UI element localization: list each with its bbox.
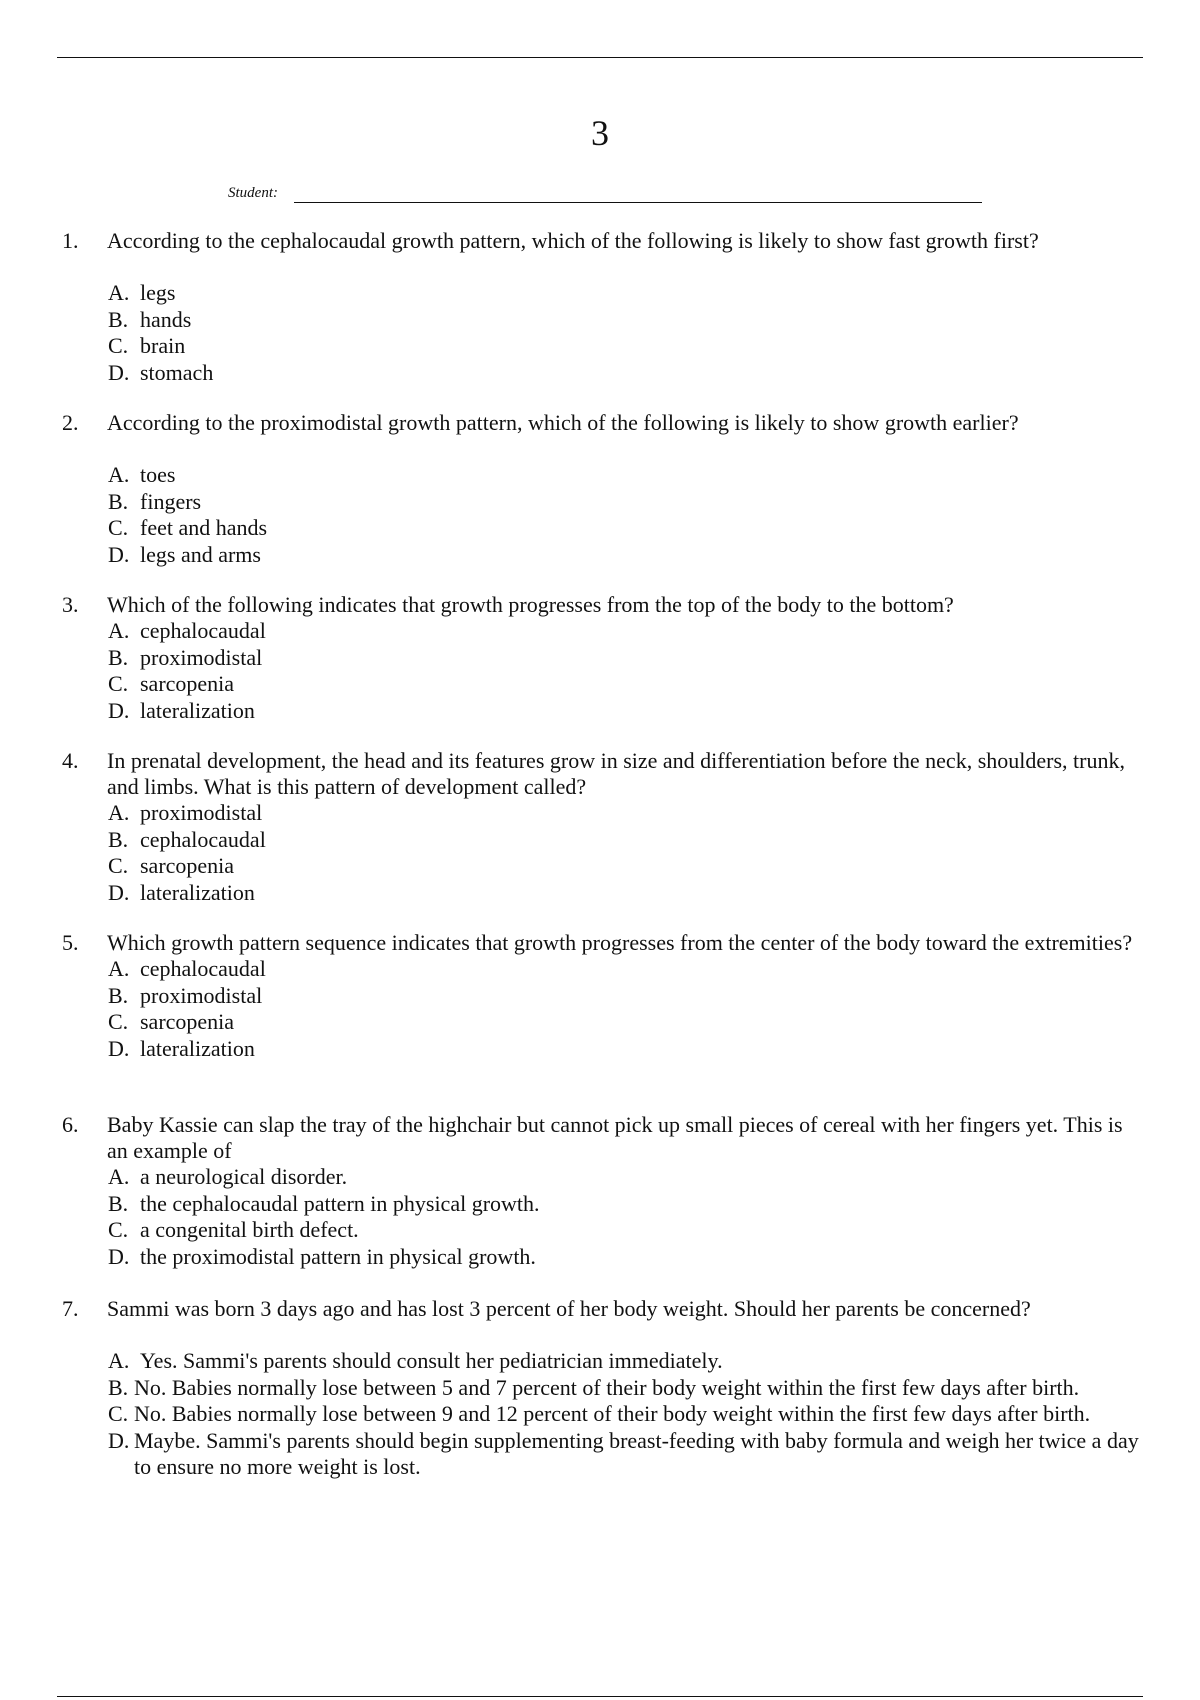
choice-d — [108, 360, 1142, 387]
choice-c — [108, 853, 1142, 880]
choice-letter: A. — [108, 1348, 130, 1373]
choice-text: Maybe. Sammi's parents should begin supplementing breast-feeding with baby formula and weigh her twice a day to ensure no more weight is lost. — [134, 1427, 1139, 1480]
choice-letter: B. — [108, 1374, 129, 1400]
choice-a — [108, 800, 1142, 827]
choice-letter: A. — [108, 956, 130, 981]
choice-text: cephalocaudal — [140, 618, 266, 643]
choice-a — [108, 618, 1142, 645]
question-number: 4. — [62, 748, 79, 773]
student-label: Student: — [228, 185, 278, 201]
question-text: Sammi was born 3 days ago and has lost 3 percent of her body weight. Should her parents be concerned? — [107, 1296, 1031, 1321]
choice-c — [108, 1401, 1142, 1428]
choice-letter: D. — [108, 541, 130, 567]
choice-text: sarcopenia — [140, 853, 235, 879]
question-5 — [62, 930, 1142, 1062]
choice-letter: C. — [108, 1401, 129, 1427]
answer-choices — [108, 462, 1142, 568]
question-7 — [62, 1296, 1142, 1481]
question-2 — [62, 410, 1142, 568]
choice-text: lateralization — [140, 697, 255, 723]
choice-text: cephalocaudal — [140, 956, 266, 981]
choice-text: a congenital birth defect. — [140, 1217, 359, 1243]
choice-text: toes — [140, 462, 176, 487]
choice-letter: D. — [108, 1035, 130, 1061]
question-3 — [62, 592, 1142, 724]
question-text: Which growth pattern sequence indicates that growth progresses from the center of the body toward the extremities? — [107, 930, 1133, 955]
choice-c — [108, 1009, 1142, 1036]
choice-text: legs and arms — [140, 541, 261, 567]
choice-d — [108, 698, 1142, 725]
answer-choices — [108, 800, 1142, 906]
top-rule — [57, 57, 1143, 58]
choice-letter: D. — [108, 879, 130, 905]
choice-letter: A. — [108, 618, 130, 643]
answer-choices — [108, 618, 1142, 724]
choice-letter: D. — [108, 1243, 130, 1269]
choice-text: brain — [140, 333, 186, 359]
student-name-line — [294, 202, 982, 203]
choice-text: the proximodistal pattern in physical growth. — [140, 1243, 536, 1269]
choice-letter: D. — [108, 697, 130, 723]
choice-text: feet and hands — [140, 515, 268, 541]
choice-text: cephalocaudal — [140, 826, 266, 852]
question-number: 5. — [62, 930, 79, 955]
choice-text: sarcopenia — [140, 671, 235, 697]
choice-text: No. Babies normally lose between 9 and 12 percent of their body weight within the first few days after birth. — [134, 1401, 1091, 1427]
question-text: Which of the following indicates that growth progresses from the top of the body to the bottom? — [107, 592, 954, 617]
choice-text: lateralization — [140, 879, 255, 905]
bottom-rule — [57, 1696, 1143, 1697]
choice-a — [108, 280, 1142, 307]
choice-letter: C. — [108, 853, 129, 879]
choice-d — [108, 1036, 1142, 1063]
choice-b — [108, 1191, 1142, 1218]
choice-d — [108, 542, 1142, 569]
choice-letter: A. — [108, 1164, 130, 1189]
choice-letter: C. — [108, 1217, 129, 1243]
choice-text: the cephalocaudal pattern in physical growth. — [140, 1190, 540, 1216]
choice-text: legs — [140, 280, 176, 305]
choice-letter: C. — [108, 671, 129, 697]
question-1 — [62, 228, 1142, 386]
choice-b — [108, 827, 1142, 854]
choice-letter: B. — [108, 982, 129, 1008]
choice-b — [108, 645, 1142, 672]
choice-letter: C. — [108, 1009, 129, 1035]
choice-b — [108, 307, 1142, 334]
choice-a — [108, 1164, 1142, 1191]
answer-choices — [108, 1164, 1142, 1270]
choice-b — [108, 1375, 1142, 1402]
choice-letter: B. — [108, 644, 129, 670]
choice-letter: B. — [108, 488, 129, 514]
choice-d — [108, 1244, 1142, 1271]
choice-c — [108, 1217, 1142, 1244]
choice-letter: A. — [108, 800, 130, 825]
answer-choices — [108, 956, 1142, 1062]
question-number: 2. — [62, 410, 79, 435]
choice-d — [108, 1428, 1142, 1481]
choice-a — [108, 462, 1142, 489]
question-number: 3. — [62, 592, 79, 617]
choice-letter: B. — [108, 1190, 129, 1216]
choice-letter: C. — [108, 333, 129, 359]
question-number: 6. — [62, 1112, 79, 1137]
choice-text: No. Babies normally lose between 5 and 7 percent of their body weight within the first few days after birth. — [134, 1374, 1080, 1400]
question-number: 7. — [62, 1296, 79, 1321]
choice-text: proximodistal — [140, 644, 263, 670]
answer-choices — [108, 280, 1142, 386]
question-6 — [62, 1112, 1142, 1270]
choice-letter: B. — [108, 826, 129, 852]
choice-c — [108, 333, 1142, 360]
choice-letter: D. — [108, 1427, 130, 1453]
choice-c — [108, 671, 1142, 698]
choice-letter: B. — [108, 306, 129, 332]
choice-text: sarcopenia — [140, 1009, 235, 1035]
choice-b — [108, 983, 1142, 1010]
question-text: According to the proximodistal growth pattern, which of the following is likely to show growth earlier? — [107, 410, 1019, 435]
choice-a — [108, 956, 1142, 983]
choice-text: proximodistal — [140, 800, 263, 825]
choice-text: a neurological disorder. — [140, 1164, 348, 1189]
choice-b — [108, 489, 1142, 516]
choice-text: lateralization — [140, 1035, 255, 1061]
question-4 — [62, 748, 1142, 906]
choice-text: stomach — [140, 359, 214, 385]
page-number: 3 — [591, 113, 609, 153]
choice-letter: C. — [108, 515, 129, 541]
choice-text: Yes. Sammi's parents should consult her pediatrician immediately. — [140, 1348, 723, 1373]
choice-text: proximodistal — [140, 982, 263, 1008]
choice-letter: A. — [108, 462, 130, 487]
question-text: Baby Kassie can slap the tray of the highchair but cannot pick up small pieces of cereal with her fingers yet. This is an example of — [107, 1112, 1123, 1163]
choice-a — [108, 1348, 1142, 1375]
choice-letter: D. — [108, 359, 130, 385]
choice-text: hands — [140, 306, 192, 332]
choice-d — [108, 880, 1142, 907]
question-number: 1. — [62, 228, 79, 253]
choice-text: fingers — [140, 488, 202, 514]
question-text: In prenatal development, the head and its features grow in size and differentiation before the neck, shoulders, trunk, and limbs. What is this pattern of development called? — [107, 748, 1125, 799]
choice-letter: A. — [108, 280, 130, 305]
choice-c — [108, 515, 1142, 542]
question-text: According to the cephalocaudal growth pattern, which of the following is likely to show fast growth first? — [107, 228, 1039, 253]
answer-choices — [108, 1348, 1142, 1481]
